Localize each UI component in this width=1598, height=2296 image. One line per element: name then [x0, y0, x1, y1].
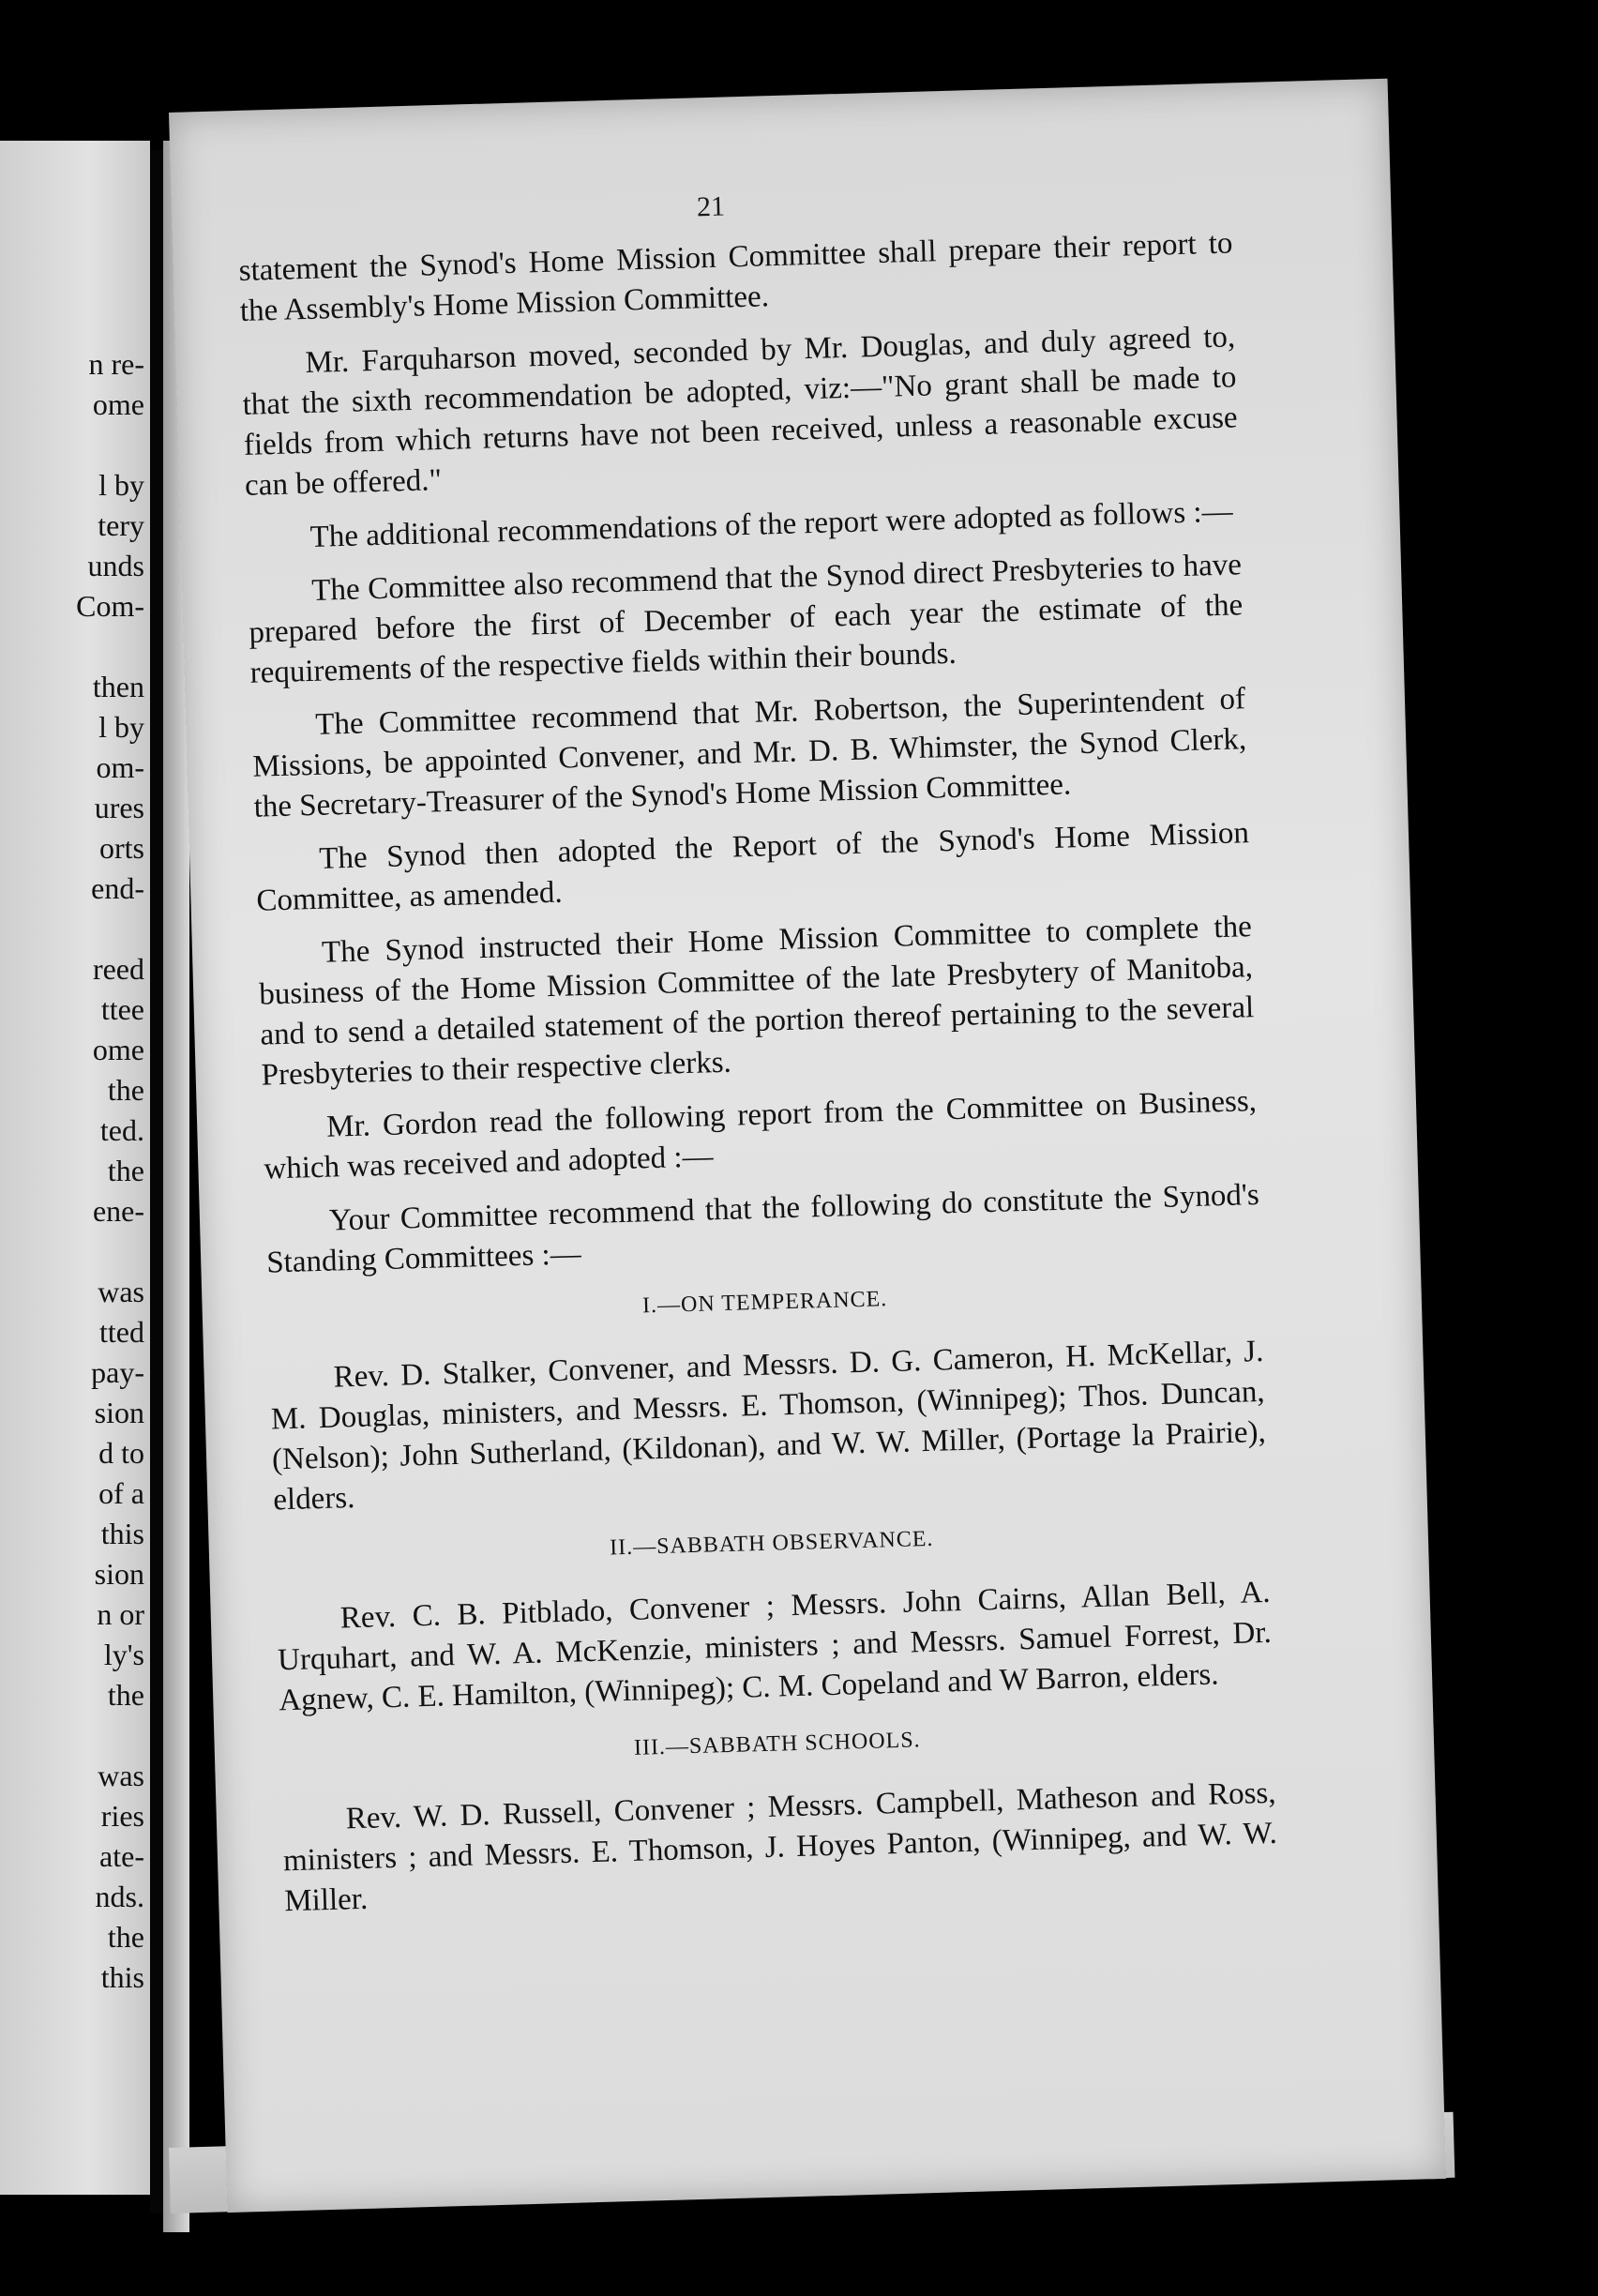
- page-number: 21: [696, 190, 726, 223]
- left-page-fragment: the: [107, 1920, 144, 1954]
- left-page-fragment: om-: [96, 750, 144, 784]
- main-page: [169, 79, 1446, 2213]
- left-page-fragment: ome: [92, 387, 144, 421]
- left-page-fragment: ate-: [99, 1839, 144, 1873]
- left-page-fragment: d to: [98, 1436, 144, 1470]
- committee-sabbath-observance: Rev. C. B. Pitblado, Convener ; Messrs. John Cairns, Allan Bell, A. Urquhart, and W. A. McKenzie, ministers ; and Messrs. Samuel Forrest, Dr. Agnew, C. E. Hamilton, (Winnipeg); C. M. Copeland and W Barron, elders.: [277, 1575, 1273, 1718]
- paragraph-report-adopted: The Synod then adopted the Report of the Synod's Home Mission Committee, as amended.: [256, 816, 1250, 918]
- paragraph-presbyteries-estimate: The Committee also recommend that the Synod direct Presbyteries to have prepared before the first of December of each year the estimate of the requirements of the respective fields within their bounds.: [249, 548, 1244, 690]
- page-body: [238, 223, 1279, 1939]
- left-page-fragment: this: [100, 1517, 144, 1550]
- left-page-fragment: sion: [94, 1396, 144, 1429]
- left-page-fragment: ted.: [99, 1113, 144, 1147]
- left-page-fragment: ome: [92, 1033, 144, 1066]
- left-page-fragment: ene-: [92, 1194, 144, 1228]
- heading-sabbath-observance: II.—SABBATH OBSERVANCE.: [609, 1526, 934, 1561]
- left-page-fragment: was: [98, 1759, 144, 1792]
- left-page-fragment: reed: [92, 952, 144, 986]
- left-page-fragment: tted: [99, 1315, 144, 1349]
- left-page-fragment: the: [107, 1073, 144, 1107]
- left-page-fragment: this: [100, 1960, 144, 1994]
- left-page-fragment: pay-: [91, 1355, 144, 1389]
- paragraph-convener-appointment: The Committee recommend that Mr. Robertson, the Superintendent of Missions, be appointed Convener, and Mr. D. B. Whimster, the Synod Clerk, the Secretary-Treasurer of the Synod's Home Mission Committee.: [252, 682, 1247, 824]
- left-page-fragment: then: [92, 670, 144, 703]
- left-page-fragment: n or: [97, 1597, 144, 1631]
- left-page-fragment: was: [98, 1275, 144, 1308]
- left-facing-page: [0, 141, 150, 2195]
- paragraph-additional-recommendations: The additional recommendations of the report were adopted as follows :—: [309, 494, 1234, 554]
- left-page-fragment: tery: [98, 508, 144, 542]
- committee-sabbath-schools: Rev. W. D. Russell, Convener ; Messrs. Campbell, Matheson and Ross, ministers ; and Messrs. E. Thomson, J. Hoyes Panton, (Winnipeg, and W. W. Miller.: [282, 1775, 1278, 1919]
- left-page-fragment: l by: [98, 710, 144, 744]
- paragraph-business-report: Mr. Gordon read the following report from the Committee on Business, which was received and adopted :—: [263, 1084, 1258, 1186]
- left-page-fragment: the: [107, 1678, 144, 1712]
- left-page-fragment: n re-: [88, 347, 144, 381]
- left-page-fragment: the: [107, 1154, 144, 1187]
- left-page-fragment: nds.: [95, 1880, 144, 1913]
- heading-sabbath-schools: III.—SABBATH SCHOOLS.: [633, 1728, 921, 1760]
- left-page-fragment: l by: [98, 468, 144, 502]
- left-page-fragment: sion: [94, 1557, 144, 1591]
- heading-temperance: I.—ON TEMPERANCE.: [641, 1287, 888, 1319]
- paragraph-continuation: statement the Synod's Home Mission Committee shall prepare their report to the Assembly's Home Mission Committee.: [238, 226, 1233, 328]
- book-gutter: [150, 150, 163, 2213]
- left-page-fragment: Com-: [76, 589, 144, 623]
- left-page-fragment: of a: [98, 1476, 144, 1510]
- left-page-fragment: orts: [99, 831, 144, 865]
- committee-temperance: Rev. D. Stalker, Convener, and Messrs. D. G. Cameron, H. McKellar, J. M. Douglas, ministers, and Messrs. E. Thomson, (Winnipeg); Thos. Duncan, (Nelson); John Sutherland, (Kildonan), and W. W. Miller, (Portage la Prairie), elders.: [270, 1334, 1267, 1518]
- left-page-fragment: ly's: [103, 1638, 144, 1671]
- paragraph-standing-committees: Your Committee recommend that the following do constitute the Synod's Standing Committees :—: [265, 1177, 1260, 1280]
- left-page-fragment: ttee: [100, 992, 144, 1026]
- left-page-fragment: end-: [91, 871, 144, 905]
- paragraph-synod-instructions: The Synod instructed their Home Mission Committee to complete the business of the Home Mission Committee of the late Presbytery of Manitoba, and to send a detailed statement of the portion thereof pertaining to the several Presbyteries to their respective clerks.: [258, 910, 1255, 1093]
- left-page-fragment: ries: [100, 1799, 144, 1833]
- paragraph-farquharson-motion: Mr. Farquharson moved, seconded by Mr. Douglas, and duly agreed to, that the sixth recommendation be adopted, viz:—"No grant shall be made to fields from which returns have not been received, unless a reasonable excuse can be offered.": [242, 320, 1239, 503]
- left-page-fragment: unds: [87, 549, 144, 582]
- left-page-fragment: ures: [94, 791, 144, 824]
